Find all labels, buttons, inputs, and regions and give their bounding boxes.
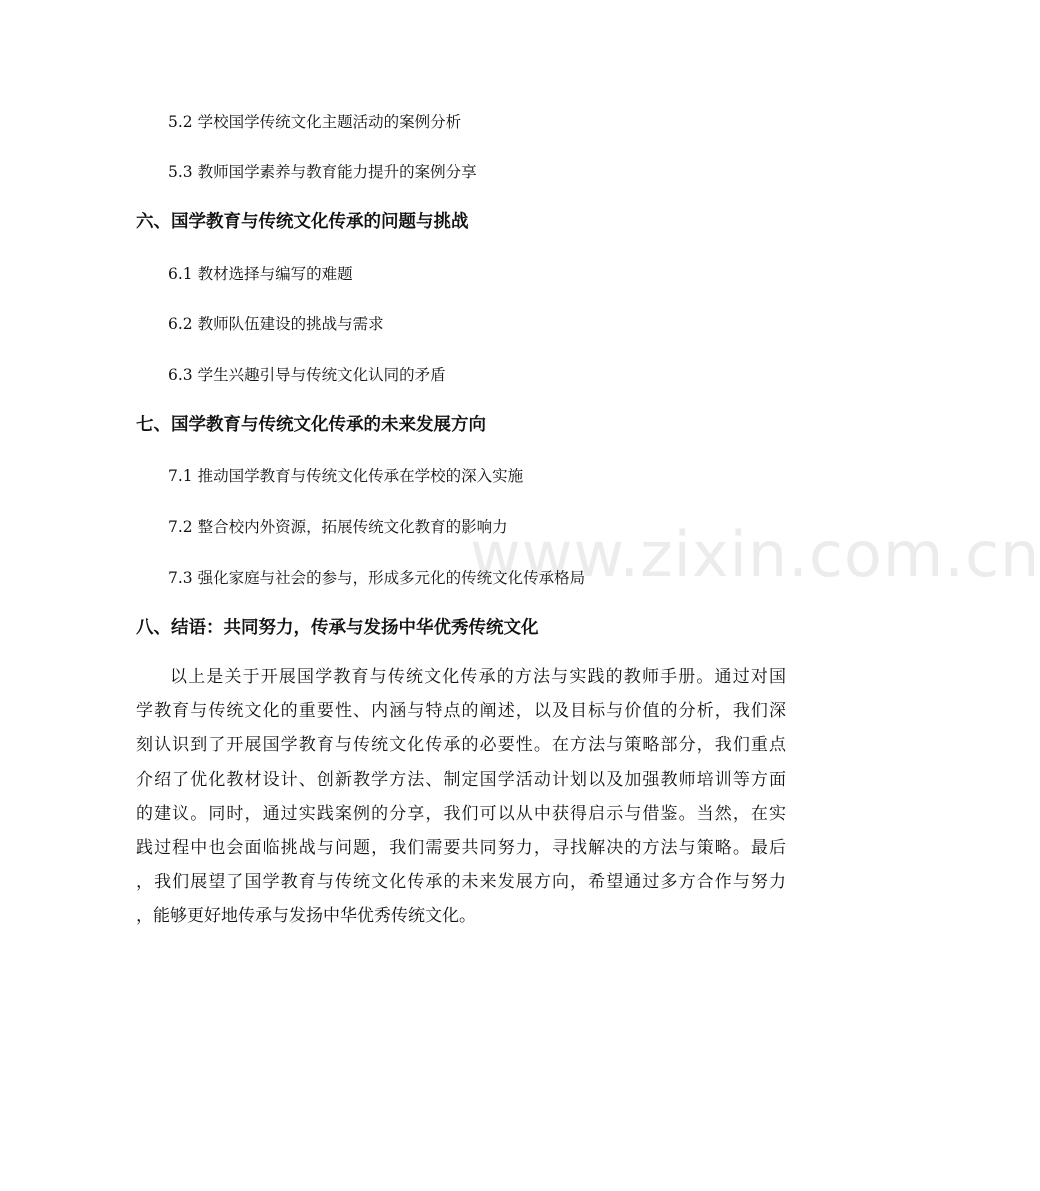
paragraph-line: 学教育与传统文化的重要性、内涵与特点的阐述，以及目标与价值的分析，我们深 xyxy=(136,701,786,722)
section-heading-8: 八、结语：共同努力，传承与发扬中华优秀传统文化 xyxy=(136,618,539,638)
subsection-5-3: 5.3 教师国学素养与教育能力提升的案例分享 xyxy=(168,163,477,181)
subsection-7-2: 7.2 整合校内外资源，拓展传统文化教育的影响力 xyxy=(168,518,508,536)
paragraph-line: 的建议。同时，通过实践案例的分享，我们可以从中获得启示与借鉴。当然，在实 xyxy=(136,803,786,824)
subsection-7-1: 7.1 推动国学教育与传统文化传承在学校的深入实施 xyxy=(168,467,524,485)
paragraph-line: 践过程中也会面临挑战与问题，我们需要共同努力，寻找解决的方法与策略。最后 xyxy=(136,838,786,859)
paragraph-line: ，我们展望了国学教育与传统文化传承的未来发展方向，希望通过多方合作与努力 xyxy=(136,872,786,893)
paragraph-line: 刻认识到了开展国学教育与传统文化传承的必要性。在方法与策略部分，我们重点 xyxy=(136,735,786,756)
conclusion-paragraph xyxy=(136,660,786,934)
paragraph-line: 介绍了优化教材设计、创新教学方法、制定国学活动计划以及加强教师培训等方面 xyxy=(136,769,786,790)
subsection-5-2: 5.2 学校国学传统文化主题活动的案例分析 xyxy=(168,113,462,131)
subsection-7-3: 7.3 强化家庭与社会的参与，形成多元化的传统文化传承格局 xyxy=(168,569,586,587)
section-heading-7: 七、国学教育与传统文化传承的未来发展方向 xyxy=(136,415,486,435)
watermark: www.zixin.com.cn xyxy=(470,518,1040,591)
subsection-6-2: 6.2 教师队伍建设的挑战与需求 xyxy=(168,315,384,333)
paragraph-line: ，能够更好地传承与发扬中华优秀传统文化。 xyxy=(136,906,476,927)
subsection-6-3: 6.3 学生兴趣引导与传统文化认同的矛盾 xyxy=(168,366,446,384)
subsection-6-1: 6.1 教材选择与编写的难题 xyxy=(168,265,353,283)
paragraph-line: 以上是关于开展国学教育与传统文化传承的方法与实践的教师手册。通过对国 xyxy=(170,667,786,687)
section-heading-6: 六、国学教育与传统文化传承的问题与挑战 xyxy=(136,212,469,232)
